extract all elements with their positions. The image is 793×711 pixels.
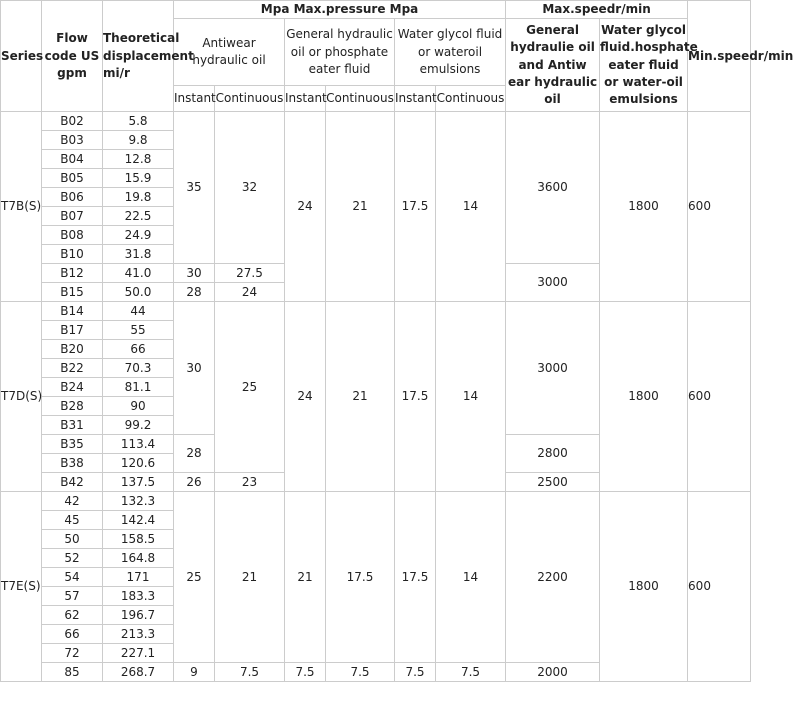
speed-water-glycol-cell: 1800 — [600, 302, 688, 492]
displacement-cell: 55 — [103, 321, 174, 340]
antiwear-continuous-cell: 27.5 — [215, 264, 285, 283]
series-cell: T7E(S) — [1, 492, 42, 682]
flow-code-cell: B08 — [42, 226, 103, 245]
displacement-cell: 12.8 — [103, 150, 174, 169]
general-continuous-cell: 7.5 — [326, 663, 395, 682]
flow-code-cell: B03 — [42, 131, 103, 150]
flow-code-cell: 72 — [42, 644, 103, 663]
displacement-cell: 120.6 — [103, 454, 174, 473]
header-antiwear-oil: Antiwear hydraulic oil — [174, 19, 285, 86]
header-continuous: Continuous — [215, 86, 285, 112]
displacement-cell: 268.7 — [103, 663, 174, 682]
flow-code-cell: B28 — [42, 397, 103, 416]
flow-code-cell: 85 — [42, 663, 103, 682]
flow-code-cell: 42 — [42, 492, 103, 511]
displacement-cell: 158.5 — [103, 530, 174, 549]
min-speed-cell: 600 — [688, 112, 751, 302]
flow-code-cell: 45 — [42, 511, 103, 530]
speed-general-cell: 3000 — [506, 302, 600, 435]
header-min-speed: Min.speedr/min — [688, 1, 751, 112]
antiwear-continuous-cell: 24 — [215, 283, 285, 302]
flow-code-cell: 52 — [42, 549, 103, 568]
antiwear-continuous-cell: 23 — [215, 473, 285, 492]
displacement-cell: 22.5 — [103, 207, 174, 226]
displacement-cell: 142.4 — [103, 511, 174, 530]
flow-code-cell: B15 — [42, 283, 103, 302]
general-continuous-cell: 21 — [326, 112, 395, 302]
flow-code-cell: B38 — [42, 454, 103, 473]
displacement-cell: 183.3 — [103, 587, 174, 606]
flow-code-cell: B35 — [42, 435, 103, 454]
antiwear-instant-cell: 25 — [174, 492, 215, 663]
water-glycol-continuous-cell: 14 — [436, 302, 506, 492]
displacement-cell: 171 — [103, 568, 174, 587]
displacement-cell: 50.0 — [103, 283, 174, 302]
displacement-cell: 227.1 — [103, 644, 174, 663]
displacement-cell: 164.8 — [103, 549, 174, 568]
antiwear-continuous-cell: 25 — [215, 302, 285, 473]
flow-code-cell: B12 — [42, 264, 103, 283]
flow-code-cell: 62 — [42, 606, 103, 625]
min-speed-cell: 600 — [688, 492, 751, 682]
displacement-cell: 5.8 — [103, 112, 174, 131]
antiwear-instant-cell: 30 — [174, 264, 215, 283]
antiwear-instant-cell: 28 — [174, 283, 215, 302]
flow-code-cell: B04 — [42, 150, 103, 169]
header-water-glycol: Water glycol fluid or wateroil emulsions — [395, 19, 506, 86]
flow-code-cell: 66 — [42, 625, 103, 644]
series-cell: T7B(S) — [1, 112, 42, 302]
header-flow-code: Flow code US gpm — [42, 1, 103, 112]
antiwear-continuous-cell: 7.5 — [215, 663, 285, 682]
water-glycol-continuous-cell: 7.5 — [436, 663, 506, 682]
flow-code-cell: B10 — [42, 245, 103, 264]
min-speed-cell: 600 — [688, 302, 751, 492]
displacement-cell: 90 — [103, 397, 174, 416]
header-continuous: Continuous — [436, 86, 506, 112]
general-continuous-cell: 21 — [326, 302, 395, 492]
water-glycol-instant-cell: 7.5 — [395, 663, 436, 682]
displacement-cell: 66 — [103, 340, 174, 359]
antiwear-instant-cell: 35 — [174, 112, 215, 264]
flow-code-cell: B07 — [42, 207, 103, 226]
speed-general-cell: 2800 — [506, 435, 600, 473]
header-speed-water-glycol-phosphate: Water glycol fluid.hosphate eater fluid or water-oil emulsions — [600, 19, 688, 112]
header-speed-general-antiwear: General hydraulie oil and Antiw ear hydraulic oil — [506, 19, 600, 112]
flow-code-cell: 50 — [42, 530, 103, 549]
displacement-cell: 44 — [103, 302, 174, 321]
header-instant: Instant — [395, 86, 436, 112]
antiwear-instant-cell: 26 — [174, 473, 215, 492]
displacement-cell: 70.3 — [103, 359, 174, 378]
header-max-pressure: Mpa Max.pressure Mpa — [174, 1, 506, 19]
displacement-cell: 15.9 — [103, 169, 174, 188]
speed-general-cell: 2000 — [506, 663, 600, 682]
water-glycol-continuous-cell: 14 — [436, 112, 506, 302]
series-cell: T7D(S) — [1, 302, 42, 492]
general-instant-cell: 24 — [285, 302, 326, 492]
flow-code-cell: B31 — [42, 416, 103, 435]
speed-water-glycol-cell: 1800 — [600, 492, 688, 682]
speed-general-cell: 3600 — [506, 112, 600, 264]
header-general-phosphate: General hydraulic oil or phosphate eater fluid — [285, 19, 395, 86]
flow-code-cell: B05 — [42, 169, 103, 188]
displacement-cell: 213.3 — [103, 625, 174, 644]
speed-water-glycol-cell: 1800 — [600, 112, 688, 302]
flow-code-cell: B02 — [42, 112, 103, 131]
antiwear-continuous-cell: 21 — [215, 492, 285, 663]
displacement-cell: 9.8 — [103, 131, 174, 150]
antiwear-continuous-cell: 32 — [215, 112, 285, 264]
header-instant: Instant — [174, 86, 215, 112]
flow-code-cell: B20 — [42, 340, 103, 359]
antiwear-instant-cell: 28 — [174, 435, 215, 473]
general-instant-cell: 24 — [285, 112, 326, 302]
water-glycol-continuous-cell: 14 — [436, 492, 506, 663]
displacement-cell: 113.4 — [103, 435, 174, 454]
general-instant-cell: 7.5 — [285, 663, 326, 682]
flow-code-cell: B24 — [42, 378, 103, 397]
flow-code-cell: B14 — [42, 302, 103, 321]
general-continuous-cell: 17.5 — [326, 492, 395, 663]
antiwear-instant-cell: 30 — [174, 302, 215, 435]
displacement-cell: 81.1 — [103, 378, 174, 397]
flow-code-cell: 54 — [42, 568, 103, 587]
header-instant: Instant — [285, 86, 326, 112]
antiwear-instant-cell: 9 — [174, 663, 215, 682]
header-max-speed: Max.speedr/min — [506, 1, 688, 19]
displacement-cell: 19.8 — [103, 188, 174, 207]
displacement-cell: 41.0 — [103, 264, 174, 283]
flow-code-cell: B06 — [42, 188, 103, 207]
displacement-cell: 24.9 — [103, 226, 174, 245]
flow-code-cell: B22 — [42, 359, 103, 378]
flow-code-cell: B17 — [42, 321, 103, 340]
displacement-cell: 132.3 — [103, 492, 174, 511]
speed-general-cell: 2200 — [506, 492, 600, 663]
water-glycol-instant-cell: 17.5 — [395, 492, 436, 663]
speed-general-cell: 2500 — [506, 473, 600, 492]
header-displacement: Theoretical displacement mi/r — [103, 1, 174, 112]
general-instant-cell: 21 — [285, 492, 326, 663]
flow-code-cell: 57 — [42, 587, 103, 606]
water-glycol-instant-cell: 17.5 — [395, 302, 436, 492]
displacement-cell: 31.8 — [103, 245, 174, 264]
displacement-cell: 99.2 — [103, 416, 174, 435]
header-series: Series — [1, 1, 42, 112]
flow-code-cell: B42 — [42, 473, 103, 492]
speed-general-cell: 3000 — [506, 264, 600, 302]
displacement-cell: 196.7 — [103, 606, 174, 625]
water-glycol-instant-cell: 17.5 — [395, 112, 436, 302]
header-continuous: Continuous — [326, 86, 395, 112]
displacement-cell: 137.5 — [103, 473, 174, 492]
